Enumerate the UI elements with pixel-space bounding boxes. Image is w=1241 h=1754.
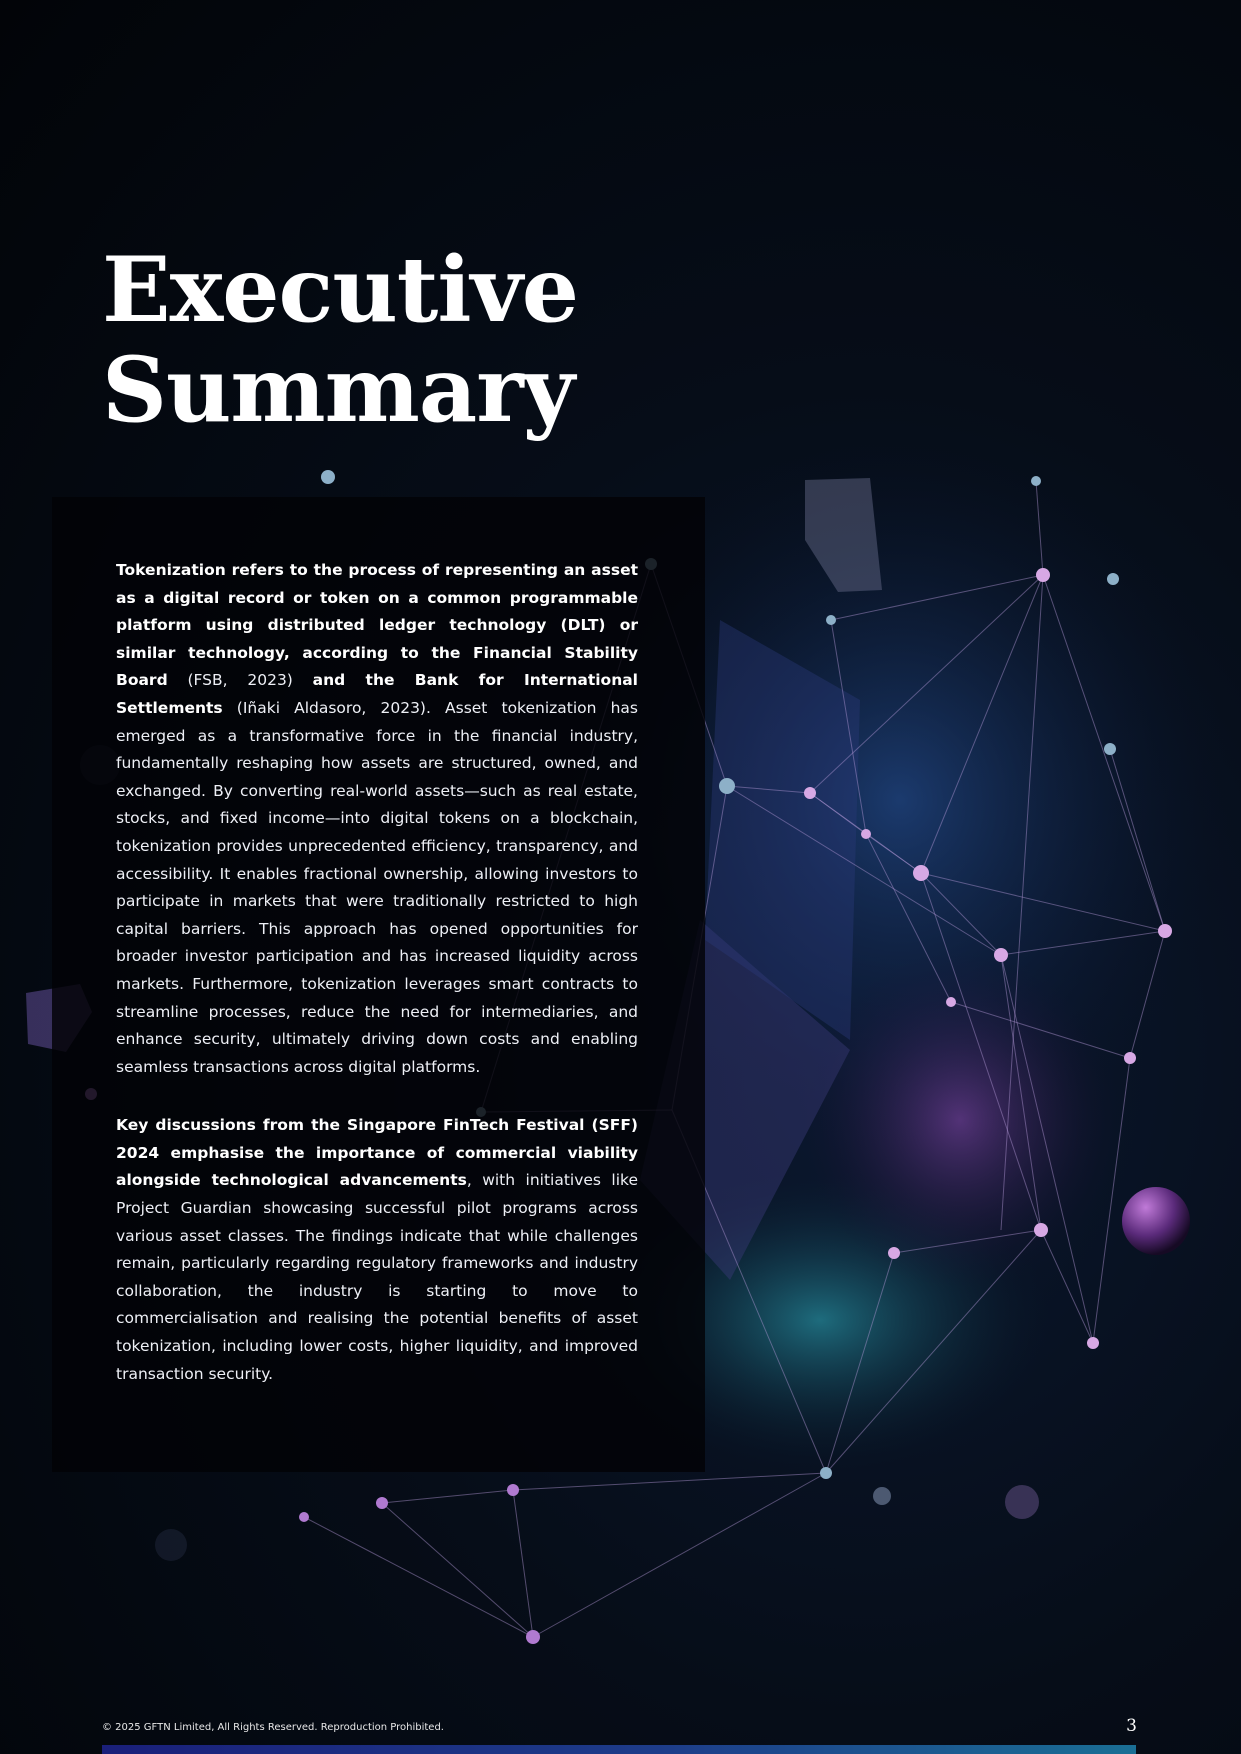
page-title bbox=[102, 237, 579, 443]
paragraph-1-bold-intro: Tokenization refers to the process of representing an asset as a digital record or token on a common programmable platform using distributed ledger technology (DLT) or similar technology, according to the Financial Stability Board bbox=[116, 561, 638, 690]
footer-copyright: © 2025 GFTN Limited, All Rights Reserved. Reproduction Prohibited. bbox=[102, 1722, 444, 1733]
title-line-2: Summary bbox=[102, 337, 574, 443]
footer-accent-bar bbox=[102, 1745, 1136, 1754]
paragraph-1-citation-fsb: (FSB, 2023) bbox=[167, 671, 313, 690]
paragraph-1-body: (Iñaki Aldasoro, 2023). Asset tokenization has emerged as a transformative force in the financial industry, fundamentally reshaping how assets are structured, owned, and exchanged. By converting real-world assets—such as real estate, stocks, and fixed income—into digital tokens on a blockchain, tokenization provides unprecedented efficiency, transparency, and accessibility. It enables fractional ownership, allowing investors to participate in markets that were traditionally restricted to high capital barriers. This approach has opened opportunities for broader investor participation and has increased liquidity across markets. Furthermore, tokenization leverages smart contracts to streamline processes, reduce the need for intermediaries, and enhance security, ultimately driving down costs and enabling seamless transactions across digital platforms. bbox=[116, 698, 638, 1076]
summary-body bbox=[116, 557, 638, 1419]
summary-paragraph-2 bbox=[116, 1112, 638, 1388]
paragraph-2-body: , with initiatives like Project Guardian showcasing successful pilot programs across various asset classes. The findings indicate that while challenges remain, particularly regarding regulatory frameworks and industry collaboration, the industry is starting to move to commercialisation and realising the potential benefits of asset tokenization, including lower costs, higher liquidity, and improved transaction security. bbox=[116, 1171, 638, 1383]
paragraph-1-bold-bis: and the Bank for International Settlements bbox=[116, 671, 638, 717]
paragraph-2-bold-intro: Key discussions from the Singapore FinTech Festival (SFF) 2024 emphasise the importance of commercial viability alongside technological advancements bbox=[116, 1116, 638, 1190]
title-line-1: Executive bbox=[102, 237, 579, 343]
summary-paragraph-1 bbox=[116, 557, 638, 1081]
page-number: 3 bbox=[1126, 1716, 1137, 1736]
